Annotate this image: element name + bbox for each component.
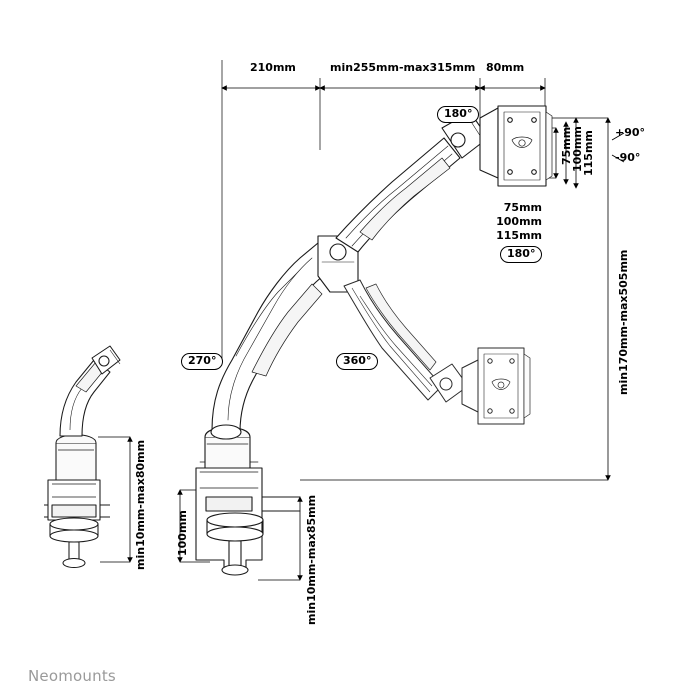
- callout-elbow-rotate-360: 360°: [336, 353, 378, 370]
- dimension-label-210mm: 210mm: [250, 61, 296, 74]
- dimension-label-80mm: 80mm: [486, 61, 525, 74]
- vesa-left-100mm: 100mm: [496, 215, 542, 228]
- callout-base-rotate-270: 270°: [181, 353, 223, 370]
- dimension-label-arm-range: min255mm-max315mm: [330, 61, 476, 74]
- pole-height-label: 100mm: [176, 510, 189, 556]
- vesa-right-115mm: 115mm: [582, 130, 595, 176]
- angle-label-minus-90: -90°: [615, 151, 641, 164]
- vesa-left-75mm: 75mm: [503, 201, 542, 214]
- callout-head-tilt-180: 180°: [437, 106, 479, 123]
- desk-clamp-range-label: min10mm-max85mm: [305, 494, 318, 625]
- vesa-right-100mm: 100mm: [571, 126, 584, 172]
- vesa-left-115mm: 115mm: [496, 229, 542, 242]
- callout-vesa-rotate-180: 180°: [500, 246, 542, 263]
- height-range-label: min170mm-max505mm: [617, 249, 630, 395]
- left-clamp-range-label: min10mm-max80mm: [134, 439, 147, 570]
- brand-wordmark: Neomounts: [28, 667, 116, 685]
- vesa-right-75mm: 75mm: [560, 126, 573, 165]
- angle-label-plus-90: +90°: [615, 126, 646, 139]
